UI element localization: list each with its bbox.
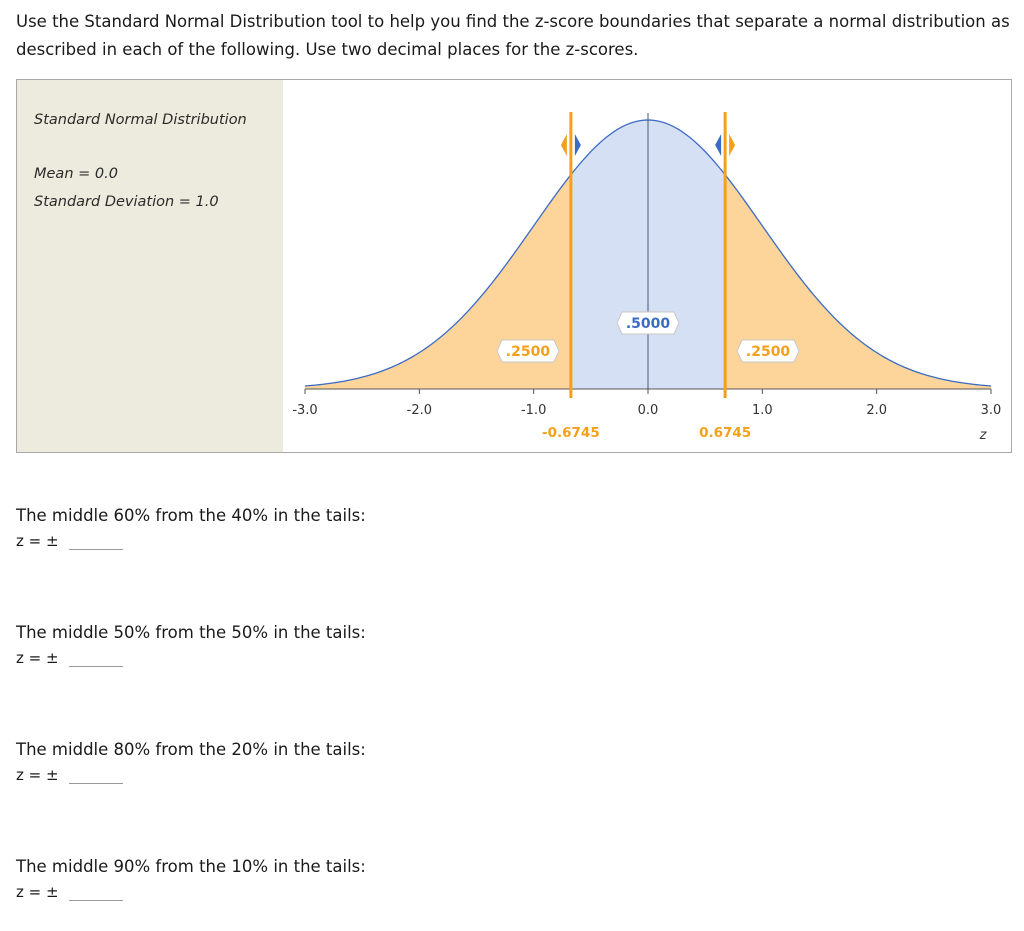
- x-axis-label: z: [979, 428, 987, 443]
- x-tick-label: -1.0: [520, 403, 547, 418]
- x-tick-label: -2.0: [406, 403, 433, 418]
- area-value-label: .2500: [745, 344, 791, 360]
- answer-prefix: z = ±: [16, 882, 59, 901]
- boundary-handle-right-arrow: [575, 134, 581, 156]
- area-value-label: .2500: [505, 344, 551, 360]
- x-tick-label: 0.0: [637, 403, 659, 418]
- x-tick-label: 2.0: [866, 403, 888, 418]
- normal-curve-chart: [17, 80, 1011, 452]
- answer-prefix: z = ±: [16, 765, 59, 784]
- mean-label: Mean = 0.0: [34, 166, 118, 182]
- question-1: [16, 506, 366, 550]
- z-answer-input[interactable]: [69, 882, 123, 901]
- normal-distribution-tool: [16, 79, 1012, 453]
- z-answer-input[interactable]: [69, 765, 123, 784]
- question-4: [16, 857, 366, 901]
- z-answer-input[interactable]: [69, 531, 123, 550]
- boundary-z-label: -0.6745: [542, 425, 600, 441]
- question-prompt: The middle 50% from the 50% in the tails:: [16, 623, 366, 642]
- x-tick-label: 1.0: [751, 403, 773, 418]
- x-tick-label: 3.0: [980, 403, 1002, 418]
- tool-title: Standard Normal Distribution: [34, 112, 247, 128]
- sd-label: Standard Deviation = 1.0: [34, 194, 219, 210]
- boundary-handle-right-arrow: [729, 134, 735, 156]
- area-value-label: .5000: [625, 316, 671, 332]
- boundary-handle-left-arrow: [561, 134, 567, 156]
- question-3: [16, 740, 366, 784]
- x-tick-label: -3.0: [292, 403, 318, 418]
- question-prompt: The middle 60% from the 40% in the tails:: [16, 506, 366, 525]
- answer-prefix: z = ±: [16, 648, 59, 667]
- boundary-z-label: 0.6745: [699, 425, 752, 441]
- question-2: [16, 623, 366, 667]
- answer-prefix: z = ±: [16, 531, 59, 550]
- instructions-text: Use the Standard Normal Distribution tool to help you find the z-score boundaries that separate a normal distribution as described in each of the following. Use two decimal places for the z-scores.: [16, 12, 1010, 59]
- question-prompt: The middle 80% from the 20% in the tails:: [16, 740, 366, 759]
- z-answer-input[interactable]: [69, 648, 123, 667]
- question-prompt: The middle 90% from the 10% in the tails:: [16, 857, 366, 876]
- boundary-handle-left-arrow: [715, 134, 721, 156]
